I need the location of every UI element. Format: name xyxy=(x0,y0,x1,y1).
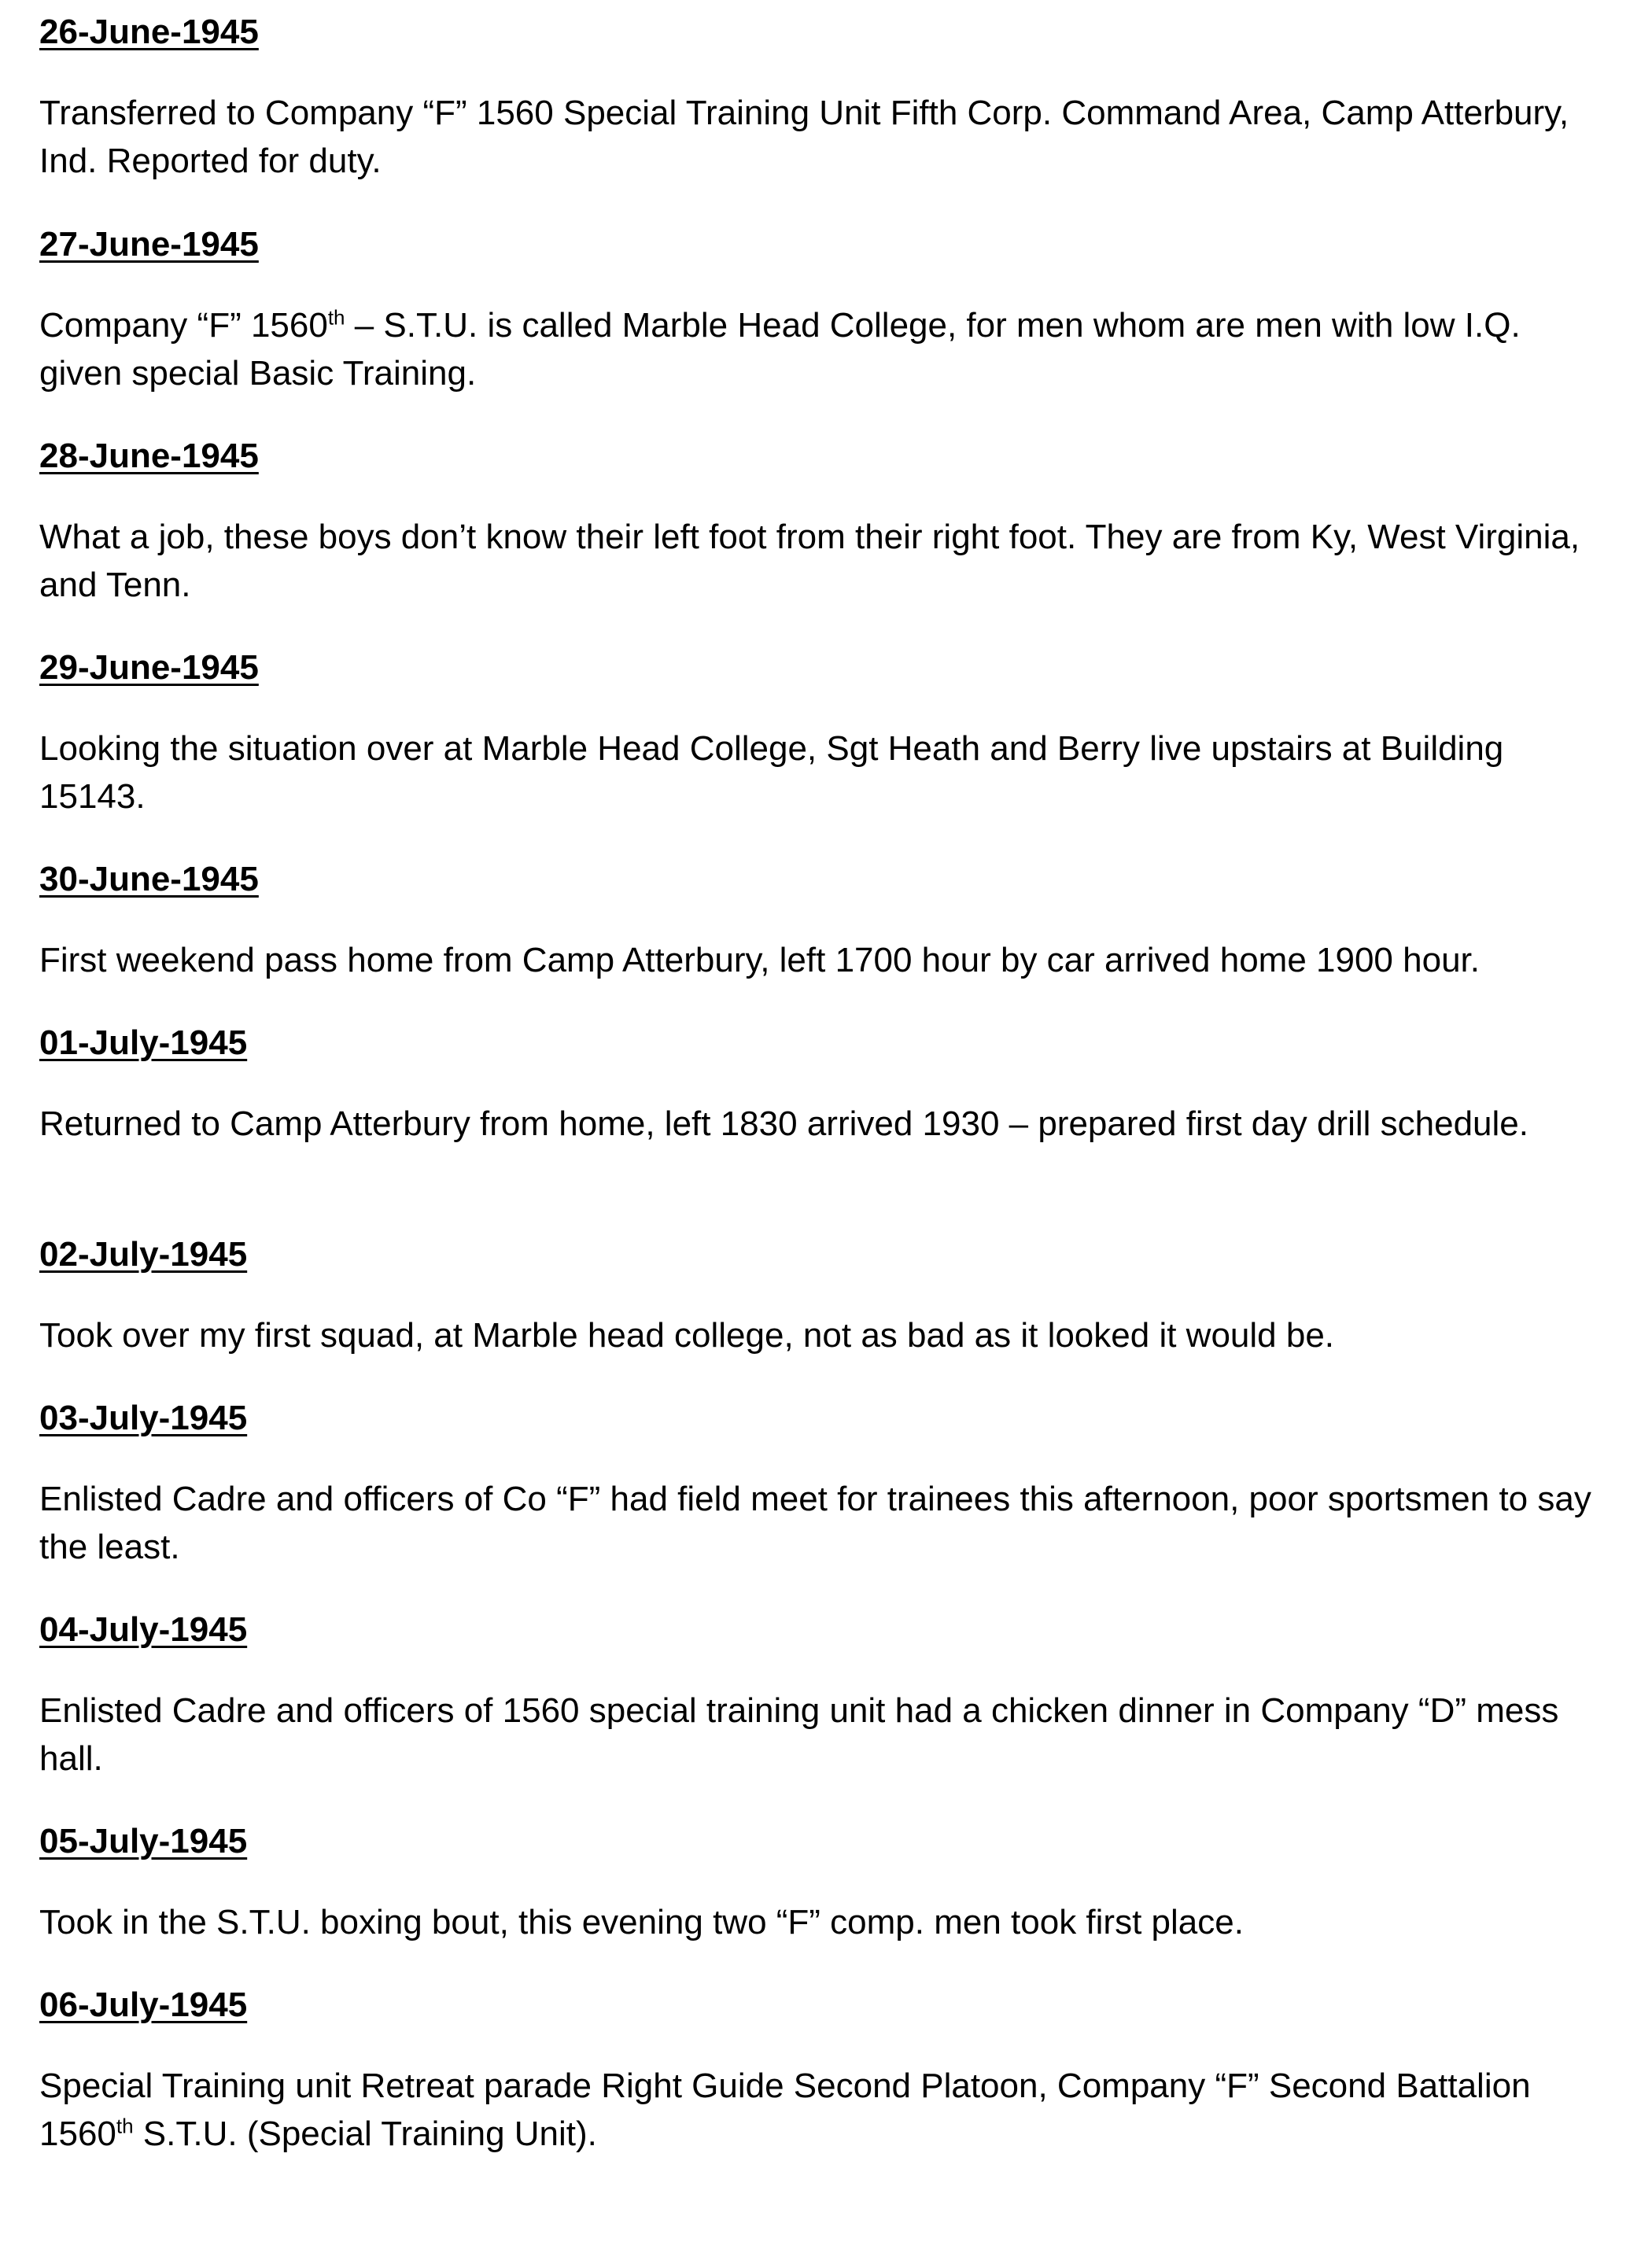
entry-text: What a job, these boys don’t know their left foot from their right foot. They are from Ky, West Virginia, and Tenn. xyxy=(39,518,1580,604)
entry-date: 03-July-1945 xyxy=(39,1399,248,1437)
entry-text: Transferred to Company “F” 1560 Special Training Unit Fifth Corp. Command Area, Camp Atterbury, Ind. Reported for duty. xyxy=(39,94,1569,180)
entry-date: 29-June-1945 xyxy=(39,648,259,687)
entry-text: Enlisted Cadre and officers of Co “F” had field meet for trainees this afternoon, poor sportsmen to say the least. xyxy=(39,1480,1591,1566)
entry-date: 26-June-1945 xyxy=(39,13,259,51)
entry-text: Special Training unit Retreat parade Right Guide Second Platoon, Company “F” Second Battalion 1560th S.T.U. (Special Training Unit). xyxy=(39,2067,1531,2153)
entry-date: 28-June-1945 xyxy=(39,437,259,475)
entry-text: Returned to Camp Atterbury from home, left 1830 arrived 1930 – prepared first day drill schedule. xyxy=(39,1104,1528,1143)
entry-date: 05-July-1945 xyxy=(39,1822,248,1860)
entry-text: Looking the situation over at Marble Head College, Sgt Heath and Berry live upstairs at Building 15143. xyxy=(39,729,1504,816)
entry-text: Company “F” 1560th – S.T.U. is called Marble Head College, for men whom are men with low I.Q. given special Basic Training. xyxy=(39,305,1521,393)
entry-date: 04-July-1945 xyxy=(39,1610,248,1649)
entry-text: Enlisted Cadre and officers of 1560 special training unit had a chicken dinner in Company “D” mess hall. xyxy=(39,1691,1559,1778)
entry-date: 30-June-1945 xyxy=(39,860,259,898)
entry-date: 27-June-1945 xyxy=(39,225,259,264)
entry-text: First weekend pass home from Camp Atterbury, left 1700 hour by car arrived home 1900 hour. xyxy=(39,941,1480,979)
entry-date: 06-July-1945 xyxy=(39,1986,248,2024)
entry-date: 02-July-1945 xyxy=(39,1235,248,1274)
entry-text: Took over my first squad, at Marble head college, not as bad as it looked it would be. xyxy=(39,1316,1335,1355)
entry-text: Took in the S.T.U. boxing bout, this evening two “F” comp. men took first place. xyxy=(39,1903,1244,1941)
entry-date: 01-July-1945 xyxy=(39,1023,248,1062)
